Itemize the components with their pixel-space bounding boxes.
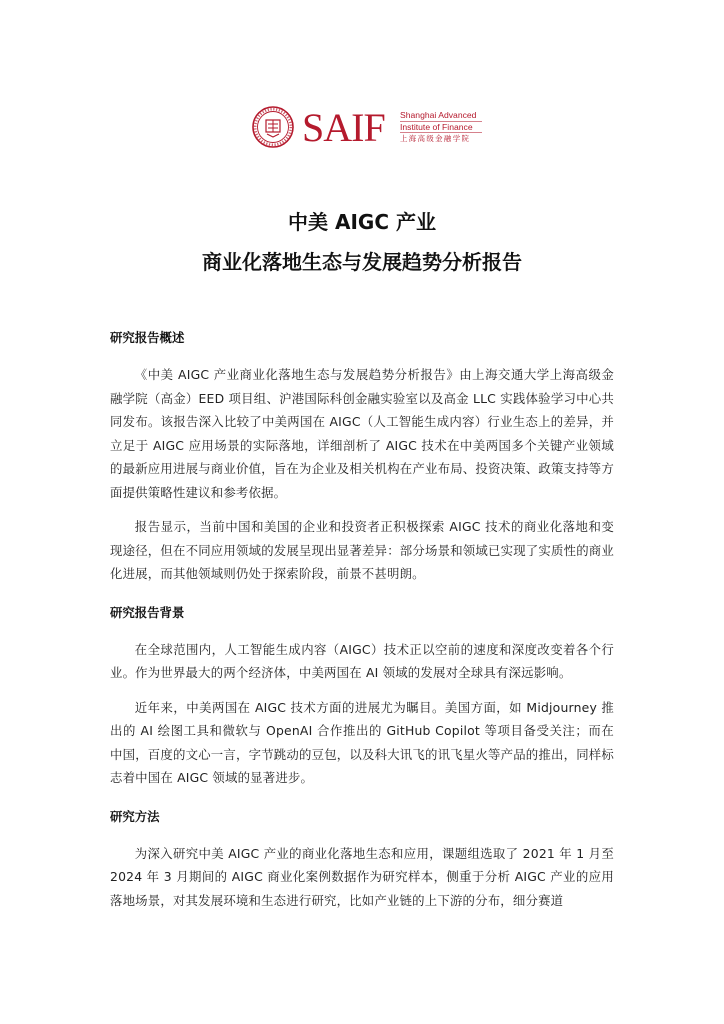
- background-paragraph-1: 在全球范围内，人工智能生成内容（AIGC）技术正以空前的速度和深度改变着各个行业。作为世界最大的两个经济体，中美两国在 AI 领域的发展对全球具有深远影响。: [110, 641, 614, 680]
- section-heading-overview: 研究报告概述: [110, 330, 185, 345]
- saif-logo-icon: [302, 108, 388, 146]
- section-heading-methodology: 研究方法: [110, 808, 160, 824]
- institute-en-line2: Institute of Finance: [400, 121, 473, 132]
- background-paragraph-2: 近年来，中美两国在 AIGC 技术方面的进展尤为瞩目。美国方面，如 Midjourney 推出的 AI 绘图工具和微软与 OpenAI 合作推出的 GitHub Copilot 等项目备受关注；而在中国，百度的文心一言，字节跳动的豆包，以及科大讯飞的讯飞星火等产品的推出，同样标志着中国在 AIGC 领域的显著进步。: [110, 699, 614, 785]
- svg-text:SAIF: SAIF: [302, 108, 385, 146]
- institute-divider: [400, 132, 482, 133]
- title-line1: 中美 AIGC 产业: [288, 210, 436, 234]
- methodology-paragraph-1: 为深入研究中美 AIGC 产业的商业化落地生态和应用，课题组选取了 2021 年 1 月至 2024 年 3 月期间的 AIGC 商业化案例数据作为研究样本，侧重于分析 AIGC 产业的应用落地场景，对其发展环境和生态进行研究，比如产业链的上下游的分布，细分赛道: [110, 845, 614, 908]
- overview-paragraph-1: 《中美 AIGC 产业商业化落地生态与发展趋势分析报告》由上海交通大学上海高级金融学院（高金）EED 项目组、沪港国际科创金融实验室以及高金 LLC 实践体验学习中心共同发布。该报告深入比较了中美两国在 AIGC（人工智能生成内容）行业生态上的差异，并立足于 AIGC 应用场景的实际落地，详细剖析了 AIGC 技术在中美两国多个关键产业领域的最新应用进展与商业价值，旨在为企业及相关机构在产业布局、投资决策、政策支持等方面提供策略性建议和参考依据。: [110, 367, 614, 500]
- institute-cn: 上海高级金融学院: [400, 134, 471, 144]
- sjtu-seal-icon: [252, 106, 294, 148]
- header-logos: [252, 106, 482, 148]
- overview-paragraph-2: 报告显示，当前中国和美国的企业和投资者正积极探索 AIGC 技术的商业化落地和变现途径，但在不同应用领域的发展呈现出显著差异：部分场景和领域已实现了实质性的商业化进展，而其他领域则仍处于探索阶段，前景不甚明朗。: [110, 519, 614, 581]
- institute-en-line1: Shanghai Advanced: [400, 110, 477, 121]
- institute-divider: [400, 121, 482, 122]
- report-title: [0, 206, 724, 278]
- report-body: [110, 323, 614, 912]
- institute-name: [400, 110, 482, 144]
- section-heading-background: 研究报告背景: [110, 604, 185, 620]
- title-line2: 商业化落地生态与发展趋势分析报告: [202, 250, 522, 274]
